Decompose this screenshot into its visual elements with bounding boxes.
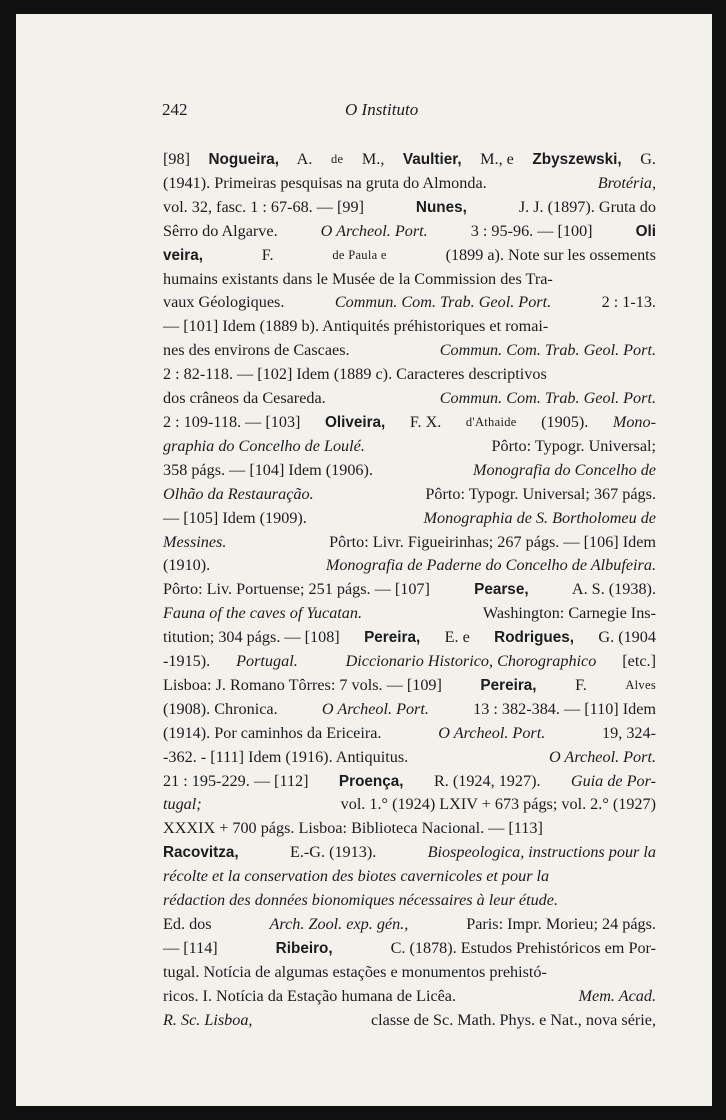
text-line xyxy=(163,746,656,770)
text-segment: G. xyxy=(636,150,656,168)
text-segment: [etc.] xyxy=(618,652,656,671)
text-line xyxy=(163,698,656,722)
text-line xyxy=(163,291,656,315)
text-segment: (1910). xyxy=(163,556,215,575)
text-segment: A. S. (1938). xyxy=(568,580,656,599)
text-segment: Brotéria, xyxy=(597,173,656,192)
text-segment: Nunes, xyxy=(415,198,467,216)
text-segment: tugal; xyxy=(163,795,202,814)
text-line xyxy=(163,722,656,746)
text-line xyxy=(163,602,656,626)
text-segment: (1941). Primeiras pesquisas na gruta do Almonda. xyxy=(163,173,491,192)
text-line xyxy=(163,913,656,937)
text-segment: 2 : 82-118. — [102] Idem (1889 c). Caracteres descriptivos xyxy=(163,365,547,384)
text-line xyxy=(163,435,656,459)
text-segment: dos crâneos da Cesareda. xyxy=(163,389,330,408)
text-segment: Biospeologica, instructions pour la xyxy=(427,843,656,862)
text-segment: F. xyxy=(571,675,591,694)
text-segment: ricos. I. Notícia da Estação humana de Licêa. xyxy=(163,986,461,1005)
text-segment: Pôrto: Livr. Figueirinhas; 267 págs. — [106] Idem xyxy=(325,532,656,551)
text-line xyxy=(163,674,656,698)
text-segment: de xyxy=(330,152,344,166)
text-line xyxy=(163,268,656,292)
text-segment: R. Sc. Lisboa, xyxy=(163,1010,253,1029)
text-line xyxy=(163,531,656,555)
text-line xyxy=(163,1009,656,1033)
text-line xyxy=(163,770,656,794)
text-line xyxy=(163,244,656,268)
text-segment: Portugal. xyxy=(236,652,298,671)
text-segment: 19, 324- xyxy=(598,723,656,742)
text-segment: Zbyszewski, xyxy=(532,151,622,168)
text-segment: récolte et la conservation des biotes cavernicoles et pour la xyxy=(163,867,550,886)
text-line xyxy=(163,148,656,172)
text-segment: nes des environs de Cascaes. xyxy=(163,341,354,360)
text-segment: R. (1924, 1927). xyxy=(429,771,545,790)
text-segment: O Archeol. Port. xyxy=(438,723,546,742)
text-segment: classe de Sc. Math. Phys. e Nat., nova série, xyxy=(366,1010,656,1029)
text-segment: Messines. xyxy=(163,532,227,551)
text-segment: 2 : 109-118. — [103] xyxy=(163,412,305,431)
text-segment: Pôrto: Liv. Portuense; 251 págs. — [107] xyxy=(163,580,434,599)
text-segment: 2 : 1-13. xyxy=(597,293,656,312)
text-segment: titution; 304 págs. — [108] xyxy=(163,628,344,647)
text-line xyxy=(163,459,656,483)
text-segment: — [101] Idem (1889 b). Antiquités préhistoriques et romai- xyxy=(163,317,549,336)
text-line xyxy=(163,507,656,531)
text-segment: Oli xyxy=(635,222,656,240)
text-line xyxy=(163,626,656,650)
text-segment: (1914). Por caminhos da Ericeira. xyxy=(163,723,386,742)
text-segment: E. e xyxy=(440,628,474,647)
text-line xyxy=(163,889,656,913)
text-segment: Lisboa: J. Romano Tôrres: 7 vols. — [109] xyxy=(163,675,446,694)
text-segment: vaux Géologiques. xyxy=(163,293,289,312)
text-segment: Commun. Com. Trab. Geol. Port. xyxy=(334,293,552,312)
text-segment: J. J. (1897). Gruta do xyxy=(514,197,656,216)
text-line xyxy=(163,220,656,244)
text-segment: E.-G. (1913). xyxy=(285,843,381,862)
text-segment: Arch. Zool. exp. gén., xyxy=(269,915,409,933)
text-segment: XXXIX + 700 págs. Lisboa: Biblioteca Nacional. — [113] xyxy=(163,819,543,838)
text-segment: graphia do Concelho de Loulé. xyxy=(163,436,365,455)
text-segment: Pôrto: Typogr. Universal; 367 págs. xyxy=(421,484,656,503)
text-line xyxy=(163,172,656,196)
text-line xyxy=(163,937,656,961)
text-segment: Monografia do Concelho de xyxy=(473,460,656,479)
page-number: 242 xyxy=(162,100,188,119)
text-line xyxy=(163,554,656,578)
text-segment: 3 : 95-96. — [100] xyxy=(466,221,597,240)
text-line xyxy=(163,841,656,865)
text-line xyxy=(163,339,656,363)
text-segment: O Archeol. Port. xyxy=(320,221,428,240)
text-segment: Mem. Acad. xyxy=(578,986,656,1005)
text-segment: d'Athaide xyxy=(465,414,517,429)
text-segment: — [114] xyxy=(163,938,222,957)
text-line xyxy=(163,961,656,985)
text-segment: rédaction des données bionomiques nécessaires à leur étude. xyxy=(163,891,559,910)
text-segment: Guia de Por- xyxy=(570,771,656,790)
text-segment: O Archeol. Port. xyxy=(321,699,429,718)
text-segment: Commun. Com. Trab. Geol. Port. xyxy=(439,341,656,360)
text-segment: Pereira, xyxy=(364,629,421,647)
text-line xyxy=(163,315,656,339)
text-segment: Pearse, xyxy=(474,581,529,599)
text-segment: O Archeol. Port. xyxy=(548,747,656,766)
text-segment: Pôrto: Typogr. Universal; xyxy=(487,436,656,455)
text-segment: 21 : 195-229. — [112] xyxy=(163,771,313,790)
text-segment: Paris: Impr. Morieu; 24 págs. xyxy=(462,915,656,933)
text-segment: Racovitza, xyxy=(163,844,239,862)
text-segment: 358 págs. — [104] Idem (1906). xyxy=(163,460,377,479)
text-segment: Fauna of the caves of Yucatan. xyxy=(163,604,363,623)
text-segment: tugal. Notícia de algumas estações e monumentos prehistó- xyxy=(163,962,547,981)
text-line xyxy=(163,411,656,435)
text-line xyxy=(163,865,656,889)
text-segment: Monographia de S. Bortholomeu de xyxy=(423,508,656,527)
text-segment: Sêrro do Algarve. xyxy=(163,221,282,240)
text-segment: Rodrigues, xyxy=(494,629,575,647)
text-segment: Ribeiro, xyxy=(275,939,333,957)
text-segment: -1915). xyxy=(163,652,215,671)
text-segment: Pereira, xyxy=(480,676,537,694)
text-segment: F. X. xyxy=(405,412,446,431)
text-segment: Commun. Com. Trab. Geol. Port. xyxy=(439,389,656,408)
text-segment: M., xyxy=(357,150,389,168)
text-segment: humains existants dans le Musée de la Commission des Tra- xyxy=(163,269,553,288)
text-segment: veira, xyxy=(163,246,203,264)
text-segment: Olhão da Restauração. xyxy=(163,484,314,503)
text-segment: Ed. dos xyxy=(163,915,216,933)
text-segment: [98] xyxy=(163,150,195,168)
text-line xyxy=(163,578,656,602)
text-segment: Monografia de Paderne do Concelho de Albufeira. xyxy=(325,556,656,575)
text-segment: (1905). xyxy=(537,412,593,431)
text-segment: Alves xyxy=(625,677,656,692)
text-segment: de Paula e xyxy=(332,247,387,262)
text-segment: 13 : 382-384. — [110] Idem xyxy=(469,699,656,718)
text-line xyxy=(163,817,656,841)
text-line xyxy=(163,483,656,507)
text-segment: A. xyxy=(293,150,317,168)
text-segment: (1899 a). Note sur les ossements xyxy=(441,245,656,264)
text-segment: (1908). Chronica. xyxy=(163,699,282,718)
text-segment: -362. - [111] Idem (1916). Antiquitus. xyxy=(163,747,413,766)
text-segment: G. (1904 xyxy=(594,628,656,647)
text-segment: F. xyxy=(257,245,278,264)
text-segment: Proença, xyxy=(338,772,404,790)
text-segment: Oliveira, xyxy=(324,413,386,431)
text-segment: vol. 1.° (1924) LXIV + 673 págs; vol. 2.° (1927) xyxy=(336,795,656,814)
text-segment: Diccionario Historico, Chorographico xyxy=(345,652,597,671)
text-segment: vol. 32, fasc. 1 : 67-68. — [99] xyxy=(163,197,369,216)
text-line xyxy=(163,196,656,220)
text-segment: M., e xyxy=(476,150,518,168)
text-segment: Vaultier, xyxy=(402,151,462,168)
text-line xyxy=(163,363,656,387)
text-line xyxy=(163,793,656,817)
text-line xyxy=(163,650,656,674)
text-line xyxy=(163,985,656,1009)
book-page xyxy=(16,14,712,1106)
text-segment: C. (1878). Estudos Prehistóricos em Por- xyxy=(386,938,656,957)
running-title: O Instituto xyxy=(345,100,419,119)
text-segment: Mono- xyxy=(612,412,656,431)
text-segment: Nogueira, xyxy=(208,151,280,168)
text-segment: Washington: Carnegie Ins- xyxy=(479,604,656,623)
text-segment: — [105] Idem (1909). xyxy=(163,508,311,527)
text-line xyxy=(163,387,656,411)
text-segment xyxy=(320,650,324,674)
bibliography-text xyxy=(163,148,656,1033)
